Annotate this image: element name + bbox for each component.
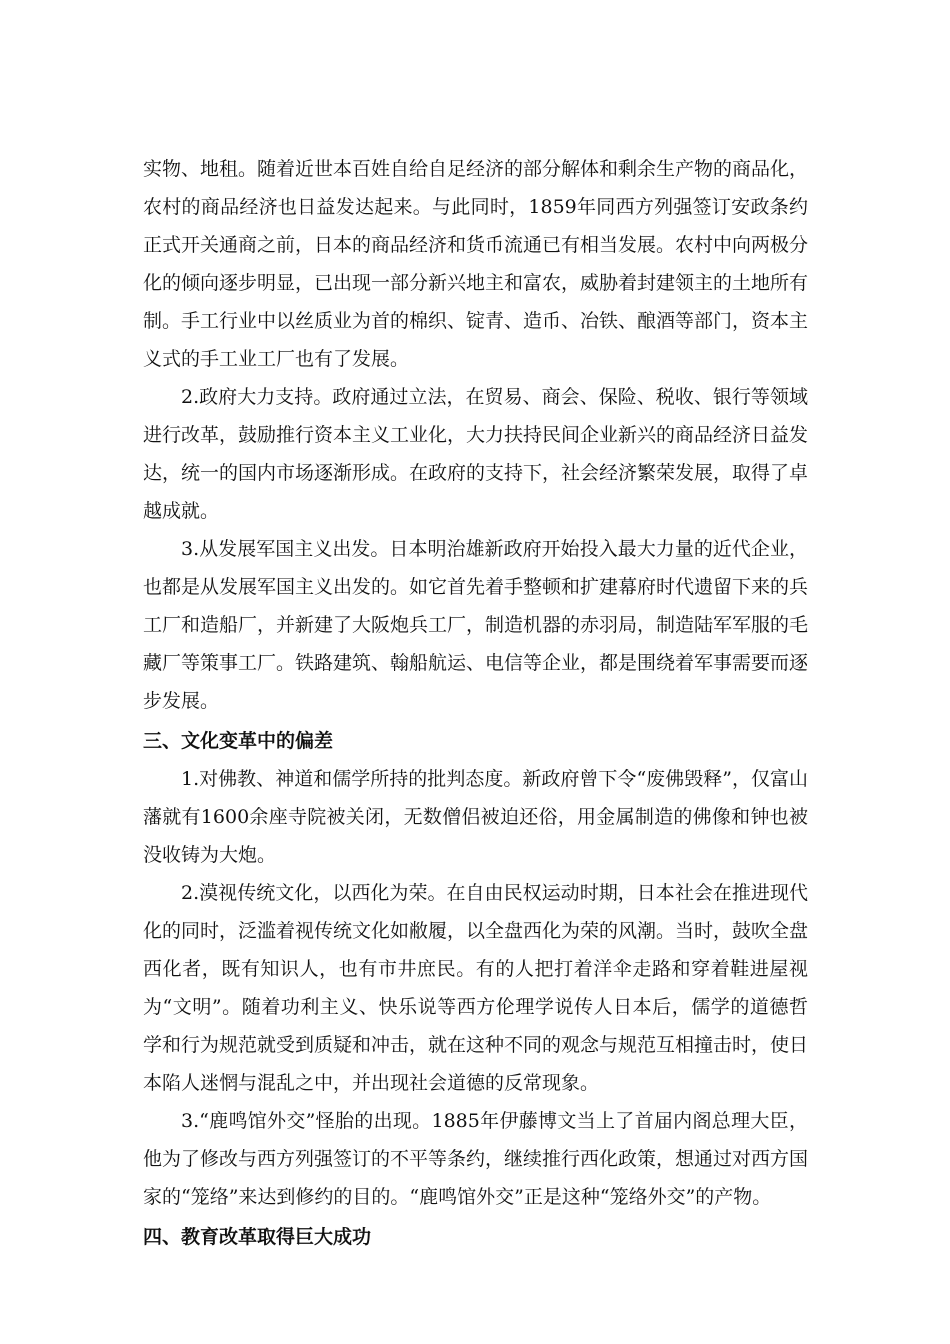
paragraph-militarism: 3.从发展军国主义出发。日本明治雄新政府开始投入最大力量的近代企业，也都是从发展军国主义出发的。如它首先着手整顿和扩建幕府时代遗留下来的兵工厂和造船厂，并新建了大阪炮兵工厂，制造机器的赤羽局，制造陆军军服的毛藏厂等策事工厂。铁路建筑、翰船航运、电信等企业，都是围绕着军事需要而逐步发展。 — [143, 538, 809, 712]
paragraph-westernization: 2.漠视传统文化，以西化为荣。在自由民权运动时期，日本社会在推进现代化的同时，泛滥着视传统文化如敝履，以全盘西化为荣的风潮。当时，鼓吹全盘西化者，既有知识人，也有市井庶民。有的人把打着洋伞走路和穿着鞋进屋视为“文明”。随着功利主义、快乐说等西方伦理学说传人日本后，儒学的道德哲学和行为规范就受到质疑和冲击，就在这种不同的观念与规范互相撞击时，使日本陷人迷惘与混乱之中，并出现社会道德的反常现象。 — [143, 882, 809, 1094]
paragraph-economy-background: 实物、地租。随着近世本百姓自给自足经济的部分解体和剩余生产物的商品化，农村的商品经济也日益发达起来。与此同时，1859年同西方列强签订安政条约正式开关通商之前，日本的商品经济和货币流通已有相当发展。农村中向两极分化的倾向逐步明显，已出现一部分新兴地主和富农，威胁着封建领主的土地所有制。手工行业中以丝质业为首的棉织、锭青、造币、冶铁、酿酒等部门，资本主义式的手工业工厂也有了发展。 — [143, 158, 809, 370]
paragraph-rokumeikan-diplomacy: 3.“鹿鸣馆外交”怪胎的出现。1885年伊藤博文当上了首届内阁总理大臣，他为了修改与西方列强签订的不平等条约，继续推行西化政策，想通过对西方国家的“笼络”来达到修约的目的。“鹿鸣馆外交”正是这种“笼络外交”的产物。 — [143, 1110, 809, 1208]
section-heading-education: 四、教育改革取得巨大成功 — [143, 1226, 372, 1248]
section-heading-culture: 三、文化变革中的偏差 — [143, 730, 334, 752]
paragraph-buddhism-criticism: 1.对佛教、神道和儒学所持的批判态度。新政府曾下令“废佛毁释”，仅富山藩就有1600余座寺院被关闭，无数僧侣被迫还俗，用金属制造的佛像和钟也被没收铸为大炮。 — [143, 768, 808, 866]
document-body — [143, 150, 808, 1256]
paragraph-government-support: 2.政府大力支持。政府通过立法，在贸易、商会、保险、税收、银行等领域进行改革，鼓励推行资本主义工业化，大力扶持民间企业新兴的商品经济日益发达，统一的国内市场逐渐形成。在政府的支持下，社会经济繁荣发展，取得了卓越成就。 — [143, 386, 809, 522]
